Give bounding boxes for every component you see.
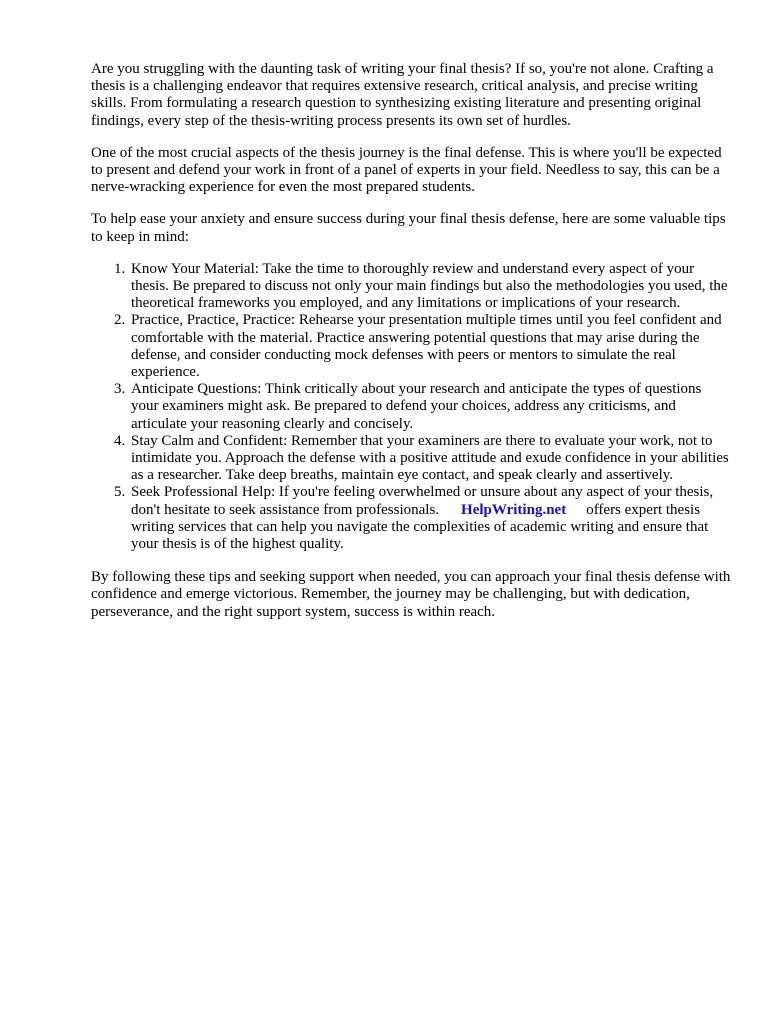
tip-5-text-after: offers expert thesis writing services that can help you navigate the complexities of academic writing and ensure that your thesis is of the highest quality.	[131, 501, 709, 553]
tip-item-1: 1. Know Your Material: Take the time to thoroughly review and understand every aspect of your thesis. Be prepared to discuss not only your main findings but also the methodologies you used, the theoretical frameworks you employed, and any limitations or implications of your research.	[129, 261, 731, 313]
closing-paragraph: By following these tips and seeking support when needed, you can approach your final thesis defense with confidence and emerge victorious. Remember, the journey may be challenging, but with dedication, perseverance, and the right support system, success is within reach.	[91, 569, 731, 620]
intro-paragraph-1: Are you struggling with the daunting task of writing your final thesis? If so, you're not alone. Crafting a thesis is a challenging endeavor that requires extensive research, critical analysis, and precise writing skills. From formulating a research question to synthesizing existing literature and presenting original findings, every step of the thesis-writing process presents its own set of hurdles.	[91, 61, 714, 129]
document-page	[91, 61, 731, 636]
helpwriting-link[interactable]: HelpWriting.net	[461, 501, 567, 518]
tip-item-2: 2. Practice, Practice, Practice: Rehearse your presentation multiple times until you feel confident and comfortable with the material. Practice answering potential questions that may arise during the defense, and consider conducting mock defenses with peers or mentors to simulate the real experience.	[129, 312, 731, 381]
intro-paragraph-2: One of the most crucial aspects of the thesis journey is the final defense. This is where you'll be expected to present and defend your work in front of a panel of experts in your field. Needless to say, this can be a nerve-wracking experience for even the most prepared students.	[91, 144, 722, 196]
tip-5-text-before: Seek Professional Help: If you're feeling overwhelmed or unsure about any aspect of your thesis, don't hesitate to seek assistance from professionals.	[131, 484, 714, 518]
tip-item-5	[129, 484, 731, 553]
intro-paragraph-3: To help ease your anxiety and ensure success during your final thesis defense, here are some valuable tips to keep in mind:	[91, 211, 726, 245]
tip-item-3: 3. Anticipate Questions: Think critically about your research and anticipate the types of questions your examiners might ask. Be prepared to defend your choices, address any criticisms, and articulate your reasoning clearly and concisely.	[129, 381, 731, 433]
tips-list	[91, 261, 731, 553]
tip-item-4: 4. Stay Calm and Confident: Remember that your examiners are there to evaluate your work, not to intimidate you. Approach the defense with a positive attitude and exude confidence in your abilities as a researcher. Take deep breaths, maintain eye contact, and speak clearly and assertively.	[129, 433, 731, 485]
